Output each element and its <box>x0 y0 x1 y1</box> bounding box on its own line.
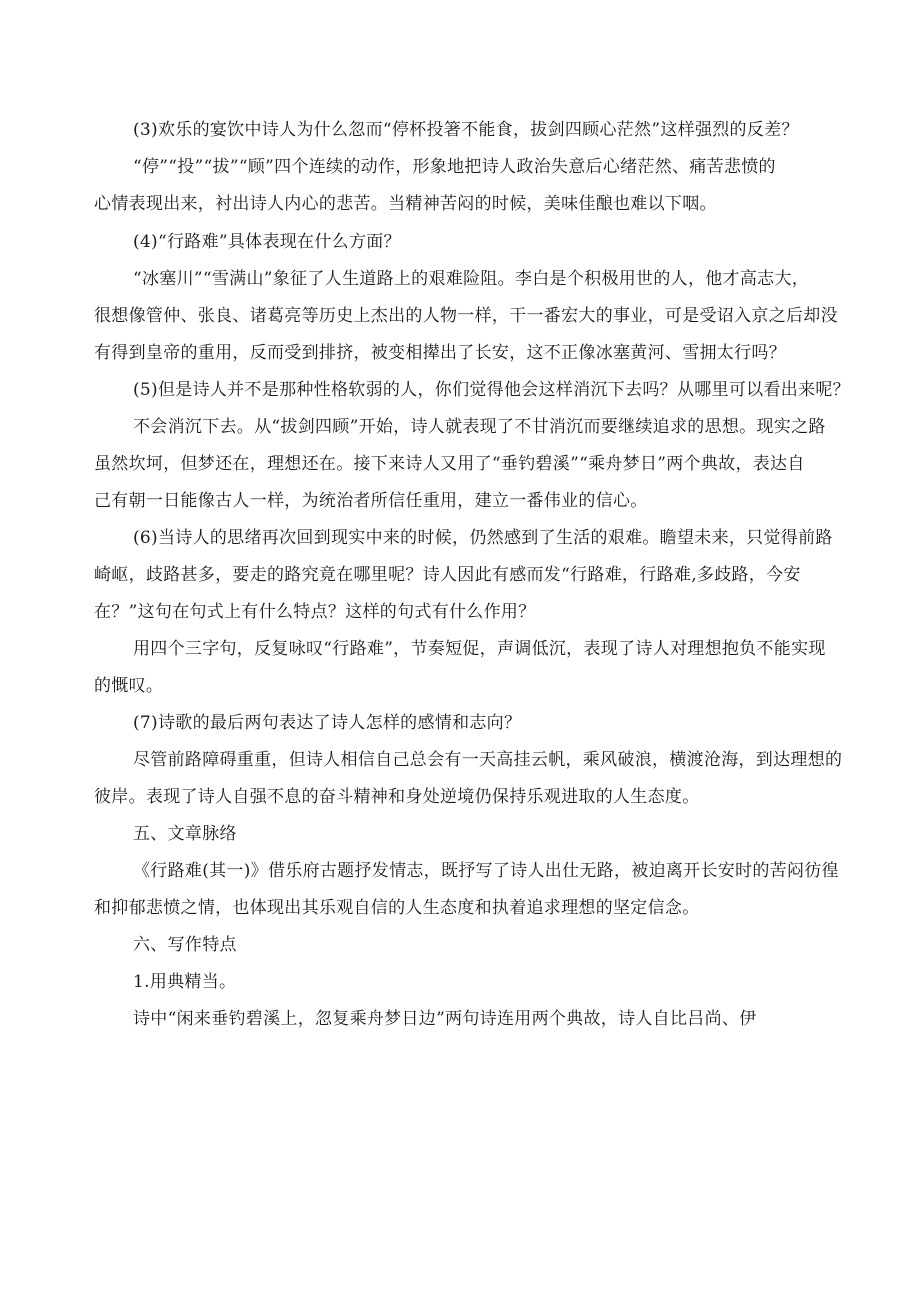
answer-5-line-1: 不会消沉下去。从“拔剑四顾”开始，诗人就表现了不甘消沉而要继续追求的思想。现实之路 <box>133 417 826 437</box>
answer-4-line-1: “冰塞川”“雪满山”象征了人生道路上的艰难险阻。李白是个积极用世的人，他才高志大， <box>133 269 810 289</box>
question-5: (5)但是诗人并不是那种性格软弱的人，你们觉得他会这样消沉下去吗？从哪里可以看出来呢？ <box>133 380 850 400</box>
subheading-allusion: 1.用典精当。 <box>133 972 237 992</box>
answer-7-line-1: 尽管前路障碍重重，但诗人相信自己总会有一天高挂云帆，乘风破浪，横渡沧海，到达理想的 <box>133 750 843 770</box>
allusion-line-1: 诗中“闲来垂钓碧溪上，忽复乘舟梦日边”两句诗连用两个典故，诗人自比吕尚、伊 <box>133 1009 757 1029</box>
question-6-line-2: 崎岖，歧路甚多，要走的路究竟在哪里呢？诗人因此有感而发“行路难，行路难,多歧路，今安 <box>94 565 801 585</box>
question-4: (4)“行路难”具体表现在什么方面？ <box>133 232 401 252</box>
section-heading-structure: 五、文章脉络 <box>133 824 237 844</box>
structure-line-2: 和抑郁悲愤之情，也体现出其乐观自信的人生态度和执着追求理想的坚定信念。 <box>94 898 700 918</box>
answer-4-line-2: 很想像管仲、张良、诸葛亮等历史上杰出的人物一样，干一番宏大的事业，可是受诏入京之后却没 <box>94 306 838 326</box>
question-6-line-1: (6)当诗人的思绪再次回到现实中来的时候，仍然感到了生活的艰难。瞻望未来，只觉得前路 <box>133 528 833 548</box>
answer-5-line-3: 己有朝一日能像古人一样，为统治者所信任重用，建立一番伟业的信心。 <box>94 491 648 511</box>
question-6-line-3: 在？”这句在句式上有什么特点？这样的句式有什么作用？ <box>94 602 536 622</box>
answer-4-line-3: 有得到皇帝的重用，反而受到排挤，被变相撵出了长安，这不正像冰塞黄河、雪拥太行吗？ <box>94 343 786 363</box>
question-3: (3)欢乐的宴饮中诗人为什么忽而“停杯投箸不能食，拔剑四顾心茫然”这样强烈的反差？ <box>133 120 799 140</box>
answer-5-line-2: 虽然坎坷，但梦还在，理想还在。接下来诗人又用了“垂钓碧溪”“乘舟梦日”两个典故，表达自 <box>94 454 805 474</box>
answer-6-line-1: 用四个三字句，反复咏叹“行路难”，节奏短促，声调低沉，表现了诗人对理想抱负不能实现 <box>133 639 826 659</box>
section-heading-writing-features: 六、写作特点 <box>133 935 237 955</box>
question-7: (7)诗歌的最后两句表达了诗人怎样的感情和志向？ <box>133 713 522 733</box>
answer-7-line-2: 彼岸。表现了诗人自强不息的奋斗精神和身处逆境仍保持乐观进取的人生态度。 <box>94 787 700 807</box>
answer-3-line-1: “停”“投”“拔”“顾”四个连续的动作，形象地把诗人政治失意后心绪茫然、痛苦悲愤的 <box>133 157 776 177</box>
answer-3-line-2: 心情表现出来，衬出诗人内心的悲苦。当精神苦闷的时候，美味佳酿也难以下咽。 <box>94 194 717 214</box>
structure-line-1: 《行路难(其一)》借乐府古题抒发情志，既抒写了诗人出仕无路，被迫离开长安时的苦闷彷徨 <box>133 861 839 881</box>
answer-6-line-2: 的慨叹。 <box>94 676 164 696</box>
